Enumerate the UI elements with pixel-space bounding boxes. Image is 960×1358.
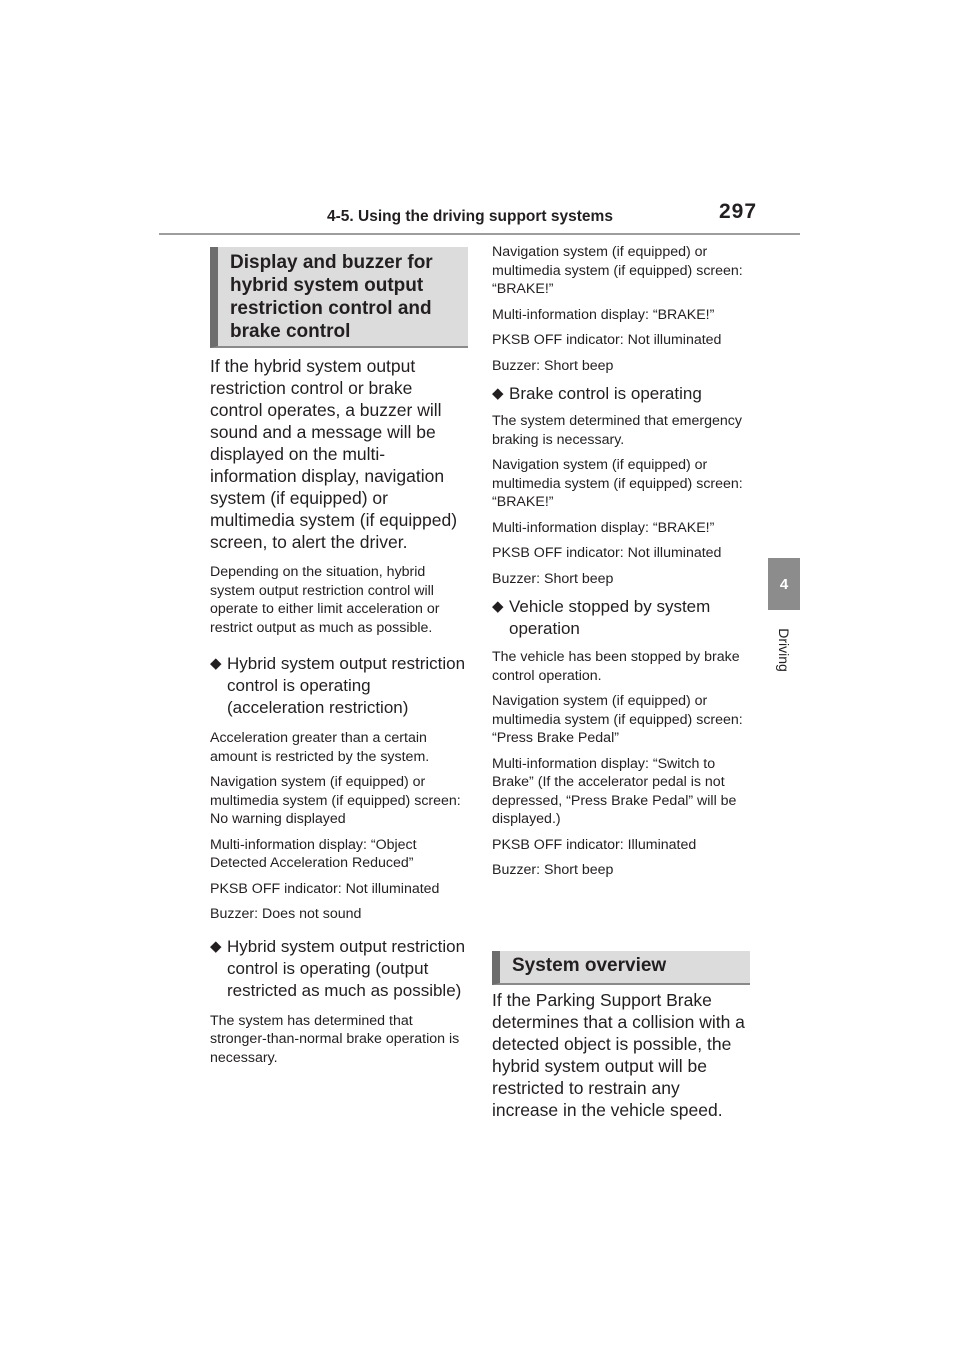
diamond-bullet-icon: ◆: [492, 385, 504, 402]
section-heading-system-overview: [492, 951, 750, 985]
section-title: 4-5. Using the driving support systems: [327, 208, 613, 225]
bullet-line: Multi-information display: “BRAKE!”: [492, 519, 715, 536]
continued-line: Multi-information display: “BRAKE!”: [492, 306, 715, 323]
section-heading-display-buzzer: [210, 247, 468, 348]
bullet-line: PKSB OFF indicator: Not illuminated: [492, 545, 722, 561]
bullet-line: Navigation system (if equipped) or multimedia system (if equipped) screen: “BRAKE!”: [492, 457, 743, 510]
bullet-line: Buzzer: Short beep: [492, 570, 614, 587]
bullet-brake-control: [492, 383, 750, 405]
bullet-title: Vehicle stopped by system operation: [509, 597, 711, 638]
bullet-title: Hybrid system output restriction control is operating (acceleration restriction): [227, 654, 466, 717]
bullet-line: Buzzer: Does not sound: [210, 906, 362, 922]
diamond-bullet-icon: ◆: [210, 655, 222, 672]
bullet-vehicle-stopped: [492, 596, 750, 640]
diamond-bullet-icon: ◆: [210, 937, 222, 955]
bullet-title: Hybrid system output restriction control is operating (output restricted as much as possible): [227, 936, 466, 1000]
intro-note: Depending on the situation, hybrid system output restriction control will operate to either limit acceleration or restrict output as much as possible.: [210, 564, 440, 636]
chapter-tab: [768, 558, 800, 610]
bullet-line: The vehicle has been stopped by brake control operation.: [492, 649, 740, 684]
intro-paragraph: If the hybrid system output restriction control or brake control operates, a buzzer will sound and a message will be displayed on the multi-information display, navigation system (if equipped) or multimedia system (if equipped) screen, to alert the driver.: [210, 356, 458, 552]
chapter-label: Driving: [776, 628, 793, 672]
diamond-bullet-icon: ◆: [492, 598, 504, 615]
right-column: [492, 243, 750, 880]
header-divider: [159, 233, 800, 235]
bullet-line: PKSB OFF indicator: Not illuminated: [210, 880, 440, 897]
bullet-line: The system determined that emergency braking is necessary.: [492, 413, 742, 448]
left-column: [210, 355, 468, 1067]
bullet-line: PKSB OFF indicator: Illuminated: [492, 836, 697, 853]
bullet-line: Multi-information display: “Object Detected Acceleration Reduced”: [210, 836, 417, 871]
bullet-line: Acceleration greater than a certain amount is restricted by the system.: [210, 730, 430, 765]
heading-text: System overview: [512, 955, 667, 976]
bullet-line: Navigation system (if equipped) or multimedia system (if equipped) screen: No warning displayed: [210, 774, 461, 827]
overview-block: [492, 989, 750, 1121]
bullet-line: The system has determined that stronger-than-normal brake operation is necessary.: [210, 1012, 460, 1066]
bullet-acceleration-restriction: [210, 653, 468, 719]
overview-paragraph: If the Parking Support Brake determines that a collision with a detected object is possible, the hybrid system output will be restricted to restrain any increase in the vehicle speed.: [492, 990, 745, 1120]
continued-line: PKSB OFF indicator: Not illuminated: [492, 332, 722, 348]
bullet-output-restricted: [210, 936, 468, 1002]
page-number: 297: [719, 200, 758, 223]
chapter-number: 4: [779, 575, 789, 593]
bullet-title: Brake control is operating: [509, 384, 702, 403]
bullet-line: Navigation system (if equipped) or multimedia system (if equipped) screen: “Press Brake Pedal”: [492, 693, 743, 746]
heading-text: Display and buzzer for hybrid system output restriction control and brake control: [230, 252, 433, 342]
bullet-line: Buzzer: Short beep: [492, 862, 614, 878]
bullet-line: Multi-information display: “Switch to Brake” (If the accelerator pedal is not depressed, “Press Brake Pedal” will be displayed.): [492, 755, 737, 827]
continued-line: Buzzer: Short beep: [492, 357, 614, 374]
chapter-label-wrap: [767, 620, 801, 680]
continued-line: Navigation system (if equipped) or multimedia system (if equipped) screen: “BRAKE!”: [492, 244, 743, 297]
